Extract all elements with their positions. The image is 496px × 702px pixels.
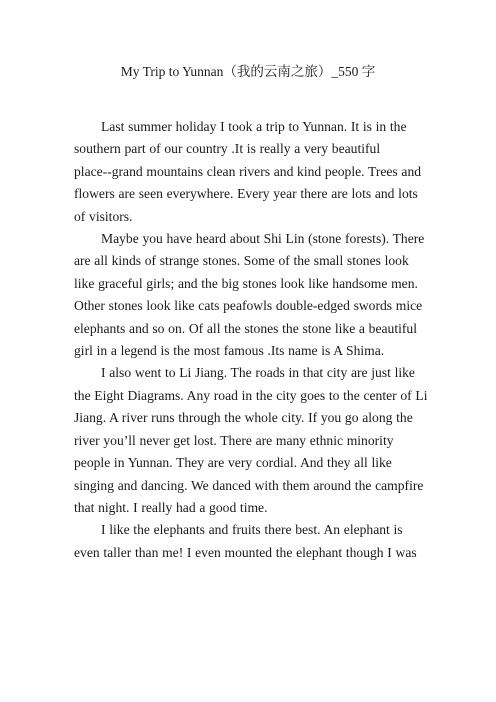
- text-line: the Eight Diagrams. Any road in the city goes to the center of Li: [74, 387, 428, 403]
- text-line: river you’ll never get lost. There are many ethnic minority: [74, 432, 394, 448]
- text-line: even taller than me! I even mounted the elephant though I was: [74, 544, 417, 560]
- paragraph: [74, 519, 426, 564]
- text-line: Jiang. A river runs through the whole city. If you go along the: [74, 410, 413, 426]
- text-line: singing and dancing. We danced with them around the campfire: [74, 477, 424, 493]
- text-line: of visitors.: [74, 208, 133, 224]
- text-line: are all kinds of strange stones. Some of the small stones look: [74, 253, 409, 269]
- text-line: I also went to Li Jiang. The roads in that city are just like: [101, 365, 415, 381]
- document-body: [74, 116, 426, 564]
- text-line: Maybe you have heard about Shi Lin (stone forests). There: [101, 231, 425, 247]
- paragraph: [74, 228, 426, 362]
- text-line: flowers are seen everywhere. Every year there are lots and lots: [74, 186, 418, 202]
- text-line: Last summer holiday I took a trip to Yunnan. It is in the: [101, 119, 407, 134]
- paragraph: [74, 116, 426, 228]
- paragraph: [74, 362, 426, 519]
- text-line: like graceful girls; and the big stones look like handsome men.: [74, 275, 418, 291]
- text-line: I like the elephants and fruits there best. An elephant is: [101, 522, 403, 538]
- document-title: My Trip to Yunnan（我的云南之旅）_550 字: [120, 64, 376, 79]
- text-line: Other stones look like cats peafowls double-edged swords mice: [74, 298, 423, 314]
- text-line: southern part of our country .It is really a very beautiful: [74, 141, 381, 157]
- text-line: elephants and so on. Of all the stones the stone like a beautiful: [74, 320, 417, 336]
- text-line: girl in a legend is the most famous .Its name is A Shima.: [74, 343, 385, 359]
- text-line: people in Yunnan. They are very cordial. And they all like: [74, 455, 392, 471]
- text-line: place--grand mountains clean rivers and kind people. Trees and: [74, 163, 422, 179]
- text-line: that night. I really had a good time.: [74, 499, 268, 515]
